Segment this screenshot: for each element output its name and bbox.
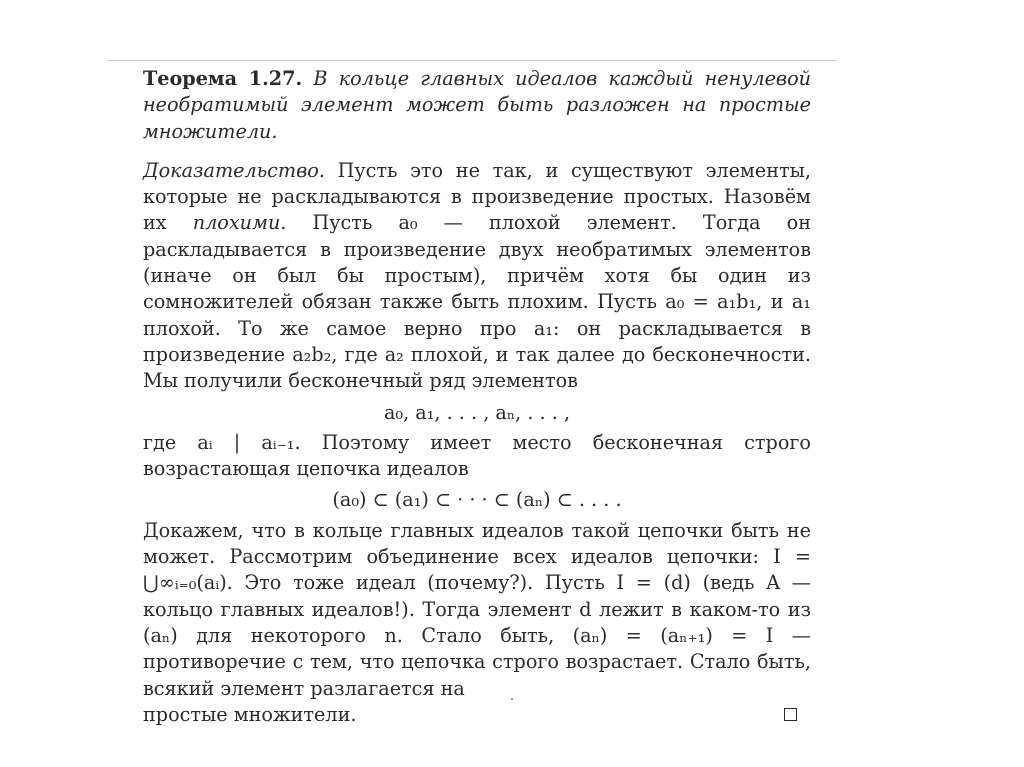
stray-dot [511, 698, 513, 700]
formula-chain: (a₀) ⊂ (a₁) ⊂ · · · ⊂ (aₙ) ⊂ . . . . [332, 488, 622, 512]
top-rule [108, 60, 836, 61]
proof-paragraph-1 [143, 158, 811, 395]
proof-paragraph-3: Докажем, что в кольце главных идеалов такой цепочки быть не может. Рассмотрим объединение всех идеалов цепочки: I = ⋃∞ᵢ₌₀(aᵢ). Это тоже идеал (почему?). Пусть I = (d) (ведь A — кольцо главных идеалов!). Тогда элемент d лежит в каком-то из (aₙ) для некоторого n. Стало быть, (aₙ) = (aₙ₊₁) = I — противоречие с тем, что цепочка строго возрастает. Стало быть, всякий элемент разлагается на [143, 518, 811, 700]
proof-last-line [143, 702, 811, 728]
qed-box-icon [784, 708, 797, 721]
proof-paragraph-2: где aᵢ | aᵢ₋₁. Поэтому имеет место бесконечная строго возрастающая цепочка идеалов [143, 430, 811, 481]
proof-emph-bad: плохими. [192, 211, 287, 235]
page-content [143, 66, 811, 728]
formula-sequence: a₀, a₁, . . . , aₙ, . . . , [383, 400, 571, 424]
theorem-heading: Теорема 1.27. [143, 67, 303, 90]
theorem [143, 66, 811, 145]
proof-last-text: простые множители. [143, 702, 357, 726]
theorem-statement: В кольце главных идеалов каждый ненулевой необратимый элемент может быть разложен на простые множители. [143, 67, 812, 143]
proof-text-1a: Пусть это не так, и существуют элементы, которые не раскладываются в произведение простых. Назовём их [143, 158, 811, 235]
proof-text-1b: Пусть a₀ — плохой элемент. Тогда он раскладывается в произведение двух необратимых элементов (иначе он был бы простым), причём хотя бы один из сомножителей обязан также быть плохим. Пусть a₀ = a₁b₁, и a₁ плохой. То же самое верно про a₁: он раскладывается в произведение a₂b₂, где a₂ плохой, и так далее до бесконечности. Мы получили бесконечный ряд элементов [143, 211, 811, 393]
proof-label: Доказательство. [143, 158, 325, 182]
